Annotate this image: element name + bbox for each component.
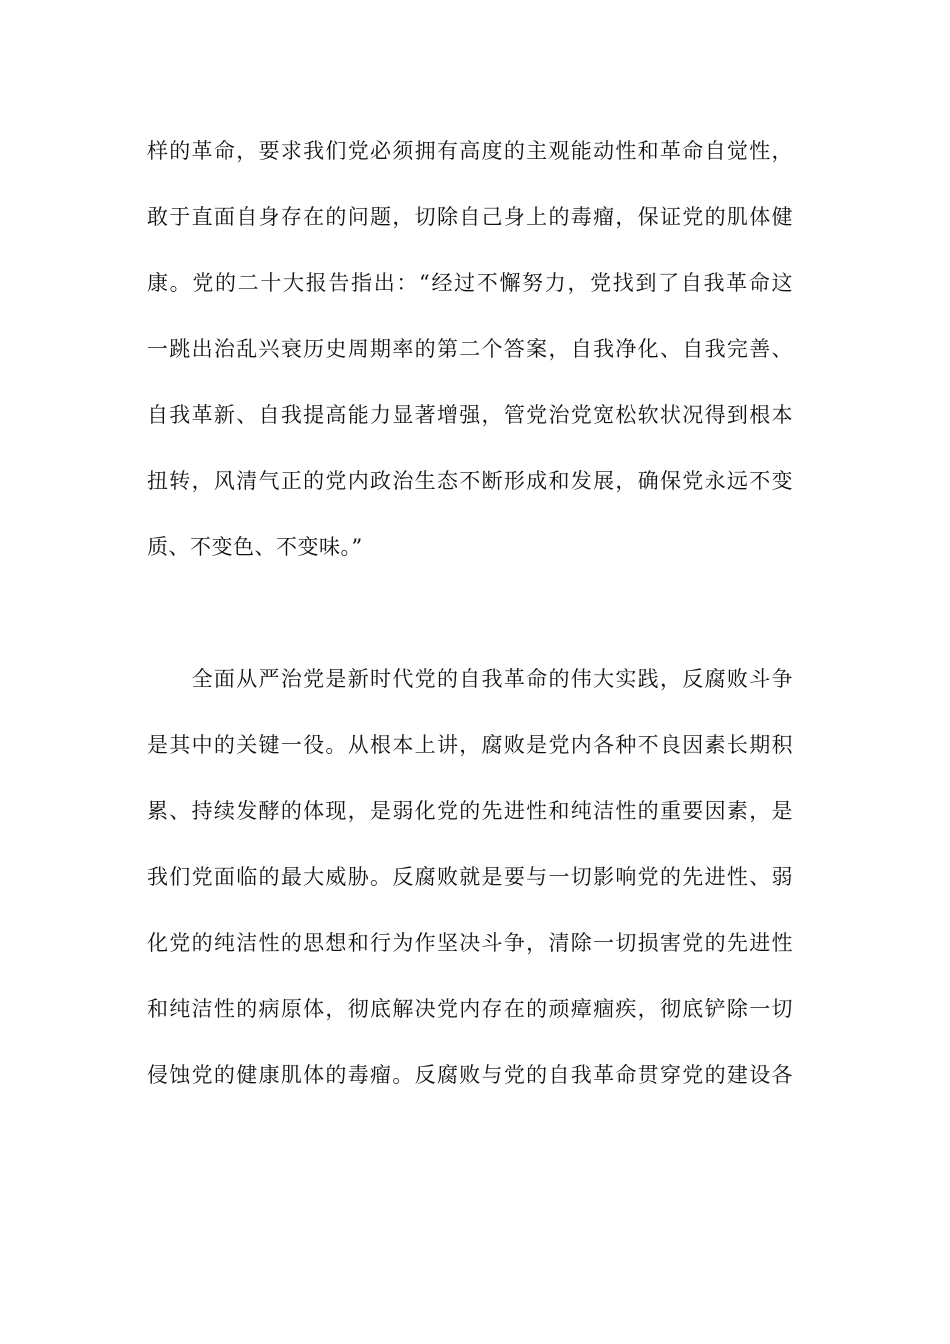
paragraph-1 (147, 118, 793, 580)
paragraph-1-line-6: 扭转，风清气正的党内政治生态不断形成和发展，确保党永远不变 (147, 469, 793, 493)
paragraph-1-line-3: 康。党的二十大报告指出：“经过不懈努力，党找到了自我革命这 (147, 271, 793, 295)
paragraph-2-line-2: 是其中的关键一役。从根本上讲，腐败是党内各种不良因素长期积 (147, 733, 793, 757)
paragraph-2-line-5: 化党的纯洁性的思想和行为作坚决斗争，清除一切损害党的先进性 (147, 931, 793, 955)
paragraph-2-line-7: 侵蚀党的健康肌体的毒瘤。反腐败与党的自我革命贯穿党的建设各 (147, 1063, 793, 1087)
paragraph-2-line-1: 全面从严治党是新时代党的自我革命的伟大实践，反腐败斗争 (147, 667, 793, 691)
paragraph-2-line-6: 和纯洁性的病原体，彻底解决党内存在的顽瘴痼疾，彻底铲除一切 (147, 997, 793, 1021)
paragraph-1-line-4: 一跳出治乱兴衰历史周期率的第二个答案，自我净化、自我完善、 (147, 337, 793, 361)
paragraph-2-line-4: 我们党面临的最大威胁。反腐败就是要与一切影响党的先进性、弱 (147, 865, 793, 889)
paragraph-1-line-1: 样的革命，要求我们党必须拥有高度的主观能动性和革命自觉性， (147, 139, 793, 163)
paragraph-1-line-5: 自我革新、自我提高能力显著增强，管党治党宽松软状况得到根本 (147, 403, 793, 427)
paragraph-2 (147, 646, 793, 1108)
paragraph-1-line-7: 质、不变色、不变味。” (147, 535, 363, 559)
paragraph-1-line-2: 敢于直面自身存在的问题，切除自己身上的毒瘤，保证党的肌体健 (147, 205, 793, 229)
paragraph-2-line-3: 累、持续发酵的体现，是弱化党的先进性和纯洁性的重要因素，是 (147, 799, 793, 823)
